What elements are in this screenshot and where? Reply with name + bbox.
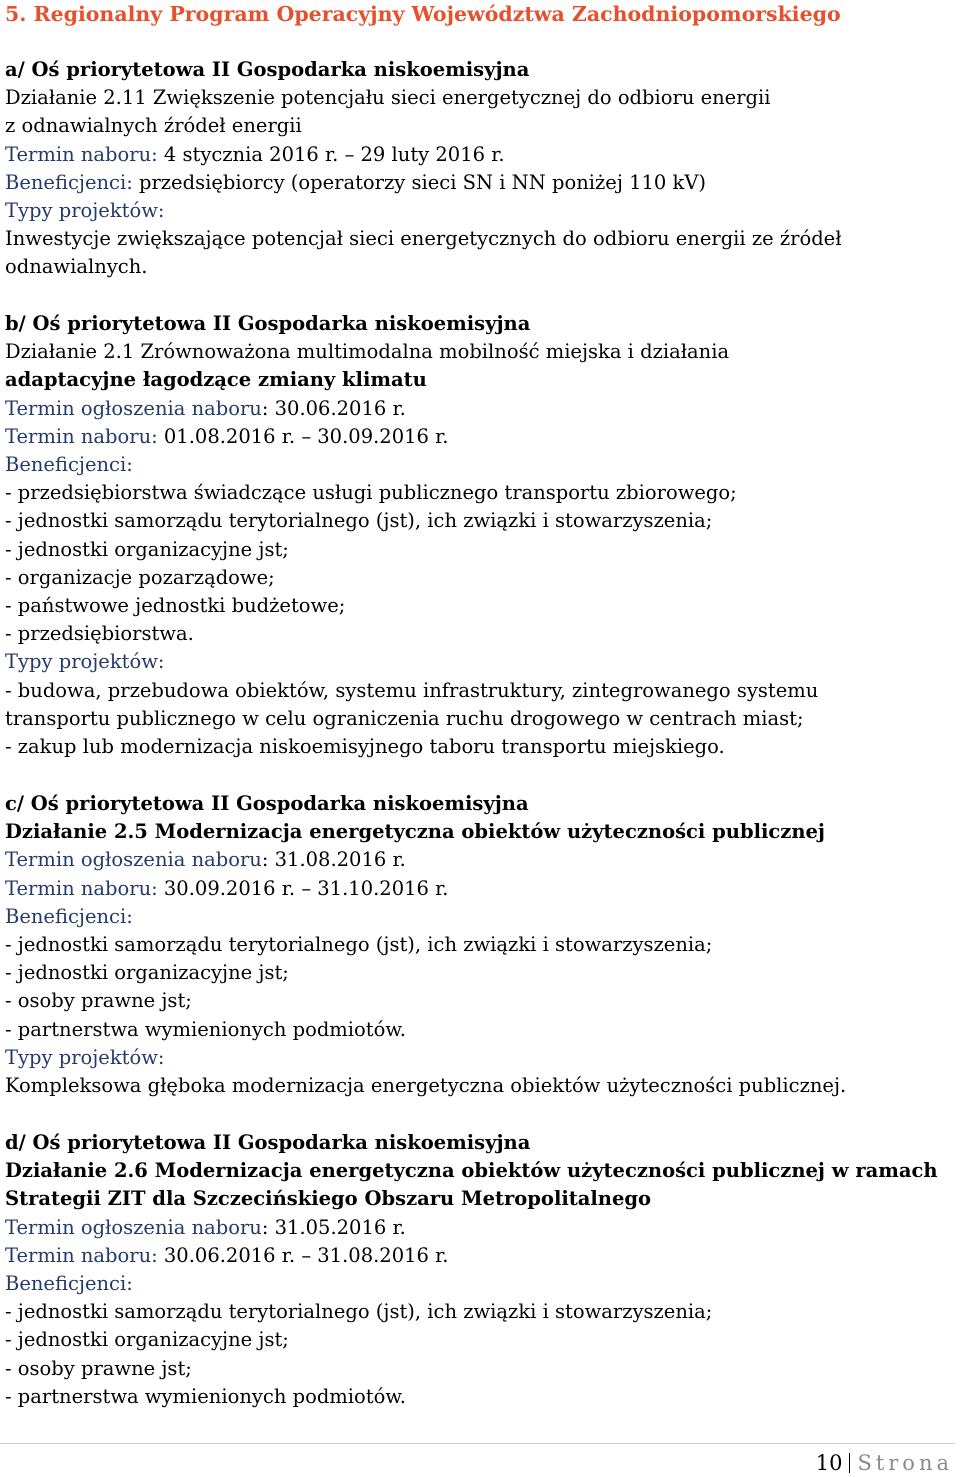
announcement-date <box>5 395 818 423</box>
axis-title: d/ Oś priorytetowa II Gospodarka niskoemisyjna <box>5 1131 531 1154</box>
recruitment-label: Termin naboru: <box>5 876 158 900</box>
section-d <box>5 1129 938 1411</box>
axis-title: c/ Oś priorytetowa II Gospodarka niskoemisyjna <box>5 792 529 815</box>
action-title: Działanie 2.1 Zrównoważona multimodalna mobilność miejska i działania <box>5 340 730 364</box>
announcement-label: Termin ogłoszenia naboru <box>5 848 262 872</box>
document-page <box>5 0 955 1408</box>
list-item: - osoby prawne jst; <box>5 1356 192 1380</box>
axis-title: a/ Oś priorytetowa II Gospodarka niskoemisyjna <box>5 58 530 81</box>
recruitment-value: 01.08.2016 r. – 30.09.2016 r. <box>157 424 449 448</box>
axis-title: b/ Oś priorytetowa II Gospodarka niskoemisyjna <box>5 312 531 335</box>
action-title-continued: adaptacyjne łagodzące zmiany klimatu <box>5 368 427 392</box>
section-b <box>5 310 818 761</box>
beneficiaries-label: Beneficjenci: <box>5 170 133 194</box>
list-item: - przedsiębiorstwa świadczące usługi publicznego transportu zbiorowego; <box>5 481 737 505</box>
beneficiaries-label: Beneficjenci: <box>5 904 133 928</box>
list-item: - organizacje pozarządowe; <box>5 565 275 589</box>
announcement-label: Termin ogłoszenia naboru <box>5 396 262 420</box>
recruitment-dates <box>5 423 818 451</box>
project-types-label: Typy projektów: <box>5 1045 165 1069</box>
list-item: - zakup lub modernizacja niskoemisyjnego taboru transportu miejskiego. <box>5 735 725 759</box>
project-types-text: Inwestycje zwiększające potencjał sieci energetycznych do odbioru energii ze źródeł <box>5 227 842 251</box>
beneficiaries-value: przedsiębiorcy (operatorzy sieci SN i NN poniżej 110 kV) <box>132 170 707 194</box>
recruitment-label: Termin naboru: <box>5 1243 158 1267</box>
list-item: - partnerstwa wymienionych podmiotów. <box>5 1384 406 1408</box>
footer-separator <box>849 1453 850 1473</box>
project-types-label: Typy projektów: <box>5 650 165 674</box>
action-title: Działanie 2.11 Zwiększenie potencjału sieci energetycznej do odbioru energii <box>5 86 771 110</box>
list-item: - partnerstwa wymienionych podmiotów. <box>5 1017 406 1041</box>
section-a <box>5 56 842 282</box>
list-item: - jednostki organizacyjne jst; <box>5 537 289 561</box>
list-item: Kompleksowa głęboka modernizacja energetyczna obiektów użyteczności publicznej. <box>5 1074 847 1098</box>
announcement-value: : 30.06.2016 r. <box>261 396 406 420</box>
recruitment-value: 30.06.2016 r. – 31.08.2016 r. <box>157 1243 449 1267</box>
list-item: - budowa, przebudowa obiektów, systemu infrastruktury, zintegrowanego systemu <box>5 678 819 702</box>
list-item: - przedsiębiorstwa. <box>5 622 194 646</box>
recruitment-dates <box>5 1242 938 1270</box>
recruitment-value: 30.09.2016 r. – 31.10.2016 r. <box>157 876 449 900</box>
recruitment-dates <box>5 141 842 169</box>
list-item: - państwowe jednostki budżetowe; <box>5 594 346 618</box>
footer-divider <box>0 1443 955 1444</box>
announcement-label: Termin ogłoszenia naboru <box>5 1215 262 1239</box>
announcement-value: : 31.08.2016 r. <box>261 848 406 872</box>
project-types-text-continued: odnawialnych. <box>5 255 148 279</box>
list-item: - jednostki organizacyjne jst; <box>5 1328 289 1352</box>
beneficiaries-label: Beneficjenci: <box>5 453 133 477</box>
action-title-continued: Strategii ZIT dla Szczecińskiego Obszaru Metropolitalnego <box>5 1187 652 1211</box>
recruitment-dates <box>5 875 846 903</box>
list-item: - osoby prawne jst; <box>5 989 192 1013</box>
list-item: - jednostki samorządu terytorialnego (jst), ich związki i stowarzyszenia; <box>5 933 713 957</box>
action-title-continued: z odnawialnych źródeł energii <box>5 114 302 138</box>
list-item: - jednostki samorządu terytorialnego (jst), ich związki i stowarzyszenia; <box>5 1300 713 1324</box>
announcement-date <box>5 846 846 874</box>
action-title: Działanie 2.5 Modernizacja energetyczna obiektów użyteczności publicznej <box>5 820 825 844</box>
list-item: transportu publicznego w celu ograniczenia ruchu drogowego w centrach miast; <box>5 706 804 730</box>
recruitment-label: Termin naboru: <box>5 424 158 448</box>
section-c <box>5 790 846 1100</box>
list-item: - jednostki organizacyjne jst; <box>5 961 289 985</box>
page-number: 10 <box>815 1451 843 1475</box>
beneficiaries-label: Beneficjenci: <box>5 1272 133 1296</box>
announcement-date <box>5 1214 938 1242</box>
recruitment-value: 4 stycznia 2016 r. – 29 luty 2016 r. <box>157 142 505 166</box>
list-item: - jednostki samorządu terytorialnego (jst), ich związki i stowarzyszenia; <box>5 509 713 533</box>
announcement-value: : 31.05.2016 r. <box>261 1215 406 1239</box>
page-word: Strona <box>857 1451 953 1475</box>
beneficiaries <box>5 169 842 197</box>
recruitment-label: Termin naboru: <box>5 142 158 166</box>
action-title: Działanie 2.6 Modernizacja energetyczna obiektów użyteczności publicznej w ramach <box>5 1159 938 1183</box>
project-types-label: Typy projektów: <box>5 199 165 223</box>
section-heading: 5. Regionalny Program Operacyjny Województwa Zachodniopomorskiego <box>5 2 841 26</box>
